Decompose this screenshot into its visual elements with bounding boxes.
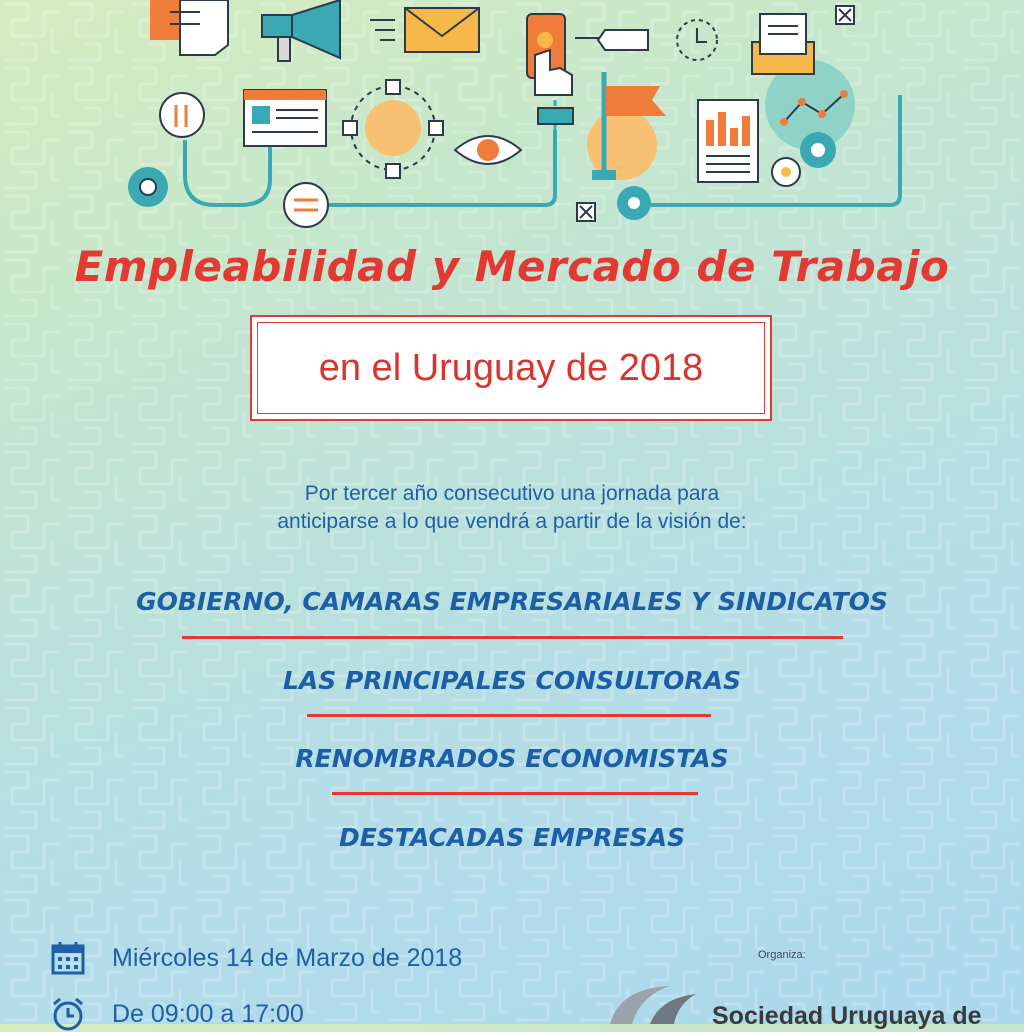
organizer-label: Organiza: [758, 949, 806, 961]
divider [182, 636, 843, 639]
eye-icon [455, 136, 521, 164]
organizer-logo [600, 980, 700, 1024]
event-time: De 09:00 a 17:00 [112, 999, 304, 1028]
document-icon [150, 0, 228, 55]
event-time-row [50, 996, 304, 1032]
page-title: Empleabilidad y Mercado de Trabajo [74, 242, 950, 291]
clock-icon [677, 20, 717, 60]
subtitle-box [250, 315, 772, 421]
swap-arrows-icon [284, 183, 328, 227]
intro-line-2: anticiparse a lo que vendrá a partir de la visión de: [277, 510, 747, 533]
organizer-name: Sociedad Uruguaya de [712, 1002, 982, 1030]
alarm-clock-icon [50, 996, 86, 1032]
intro-line-1: Por tercer año consecutivo una jornada para [304, 482, 720, 505]
gear-icon [128, 167, 168, 207]
subtitle: en el Uruguay de 2018 [257, 322, 765, 414]
topic-economistas: RENOMBRADOS ECONOMISTAS [295, 744, 729, 773]
event-date: Miércoles 14 de Marzo de 2018 [112, 943, 463, 972]
flag-icon [587, 72, 666, 180]
tag-icon [575, 30, 648, 50]
event-date-row [50, 940, 462, 976]
gear-icon [577, 186, 651, 221]
divider [332, 792, 698, 795]
topic-empresas: DESTACADAS EMPRESAS [339, 823, 685, 852]
arrows-icon [160, 93, 204, 137]
browser-window-icon [244, 90, 326, 146]
gear-icon [772, 132, 836, 186]
divider [307, 714, 711, 717]
topic-consultoras: LAS PRINCIPALES CONSULTORAS [282, 666, 742, 695]
header-illustration [0, 0, 1024, 240]
topic-government: GOBIERNO, CAMARAS EMPRESARIALES Y SINDICATOS [136, 587, 888, 616]
calendar-icon [50, 940, 86, 976]
envelope-icon [370, 8, 479, 52]
smartphone-icon [527, 14, 573, 124]
bar-chart-report-icon [698, 100, 758, 182]
target-icon [343, 80, 443, 178]
intro-text [0, 480, 1024, 536]
megaphone-icon [262, 0, 340, 61]
email-icon [752, 6, 855, 150]
